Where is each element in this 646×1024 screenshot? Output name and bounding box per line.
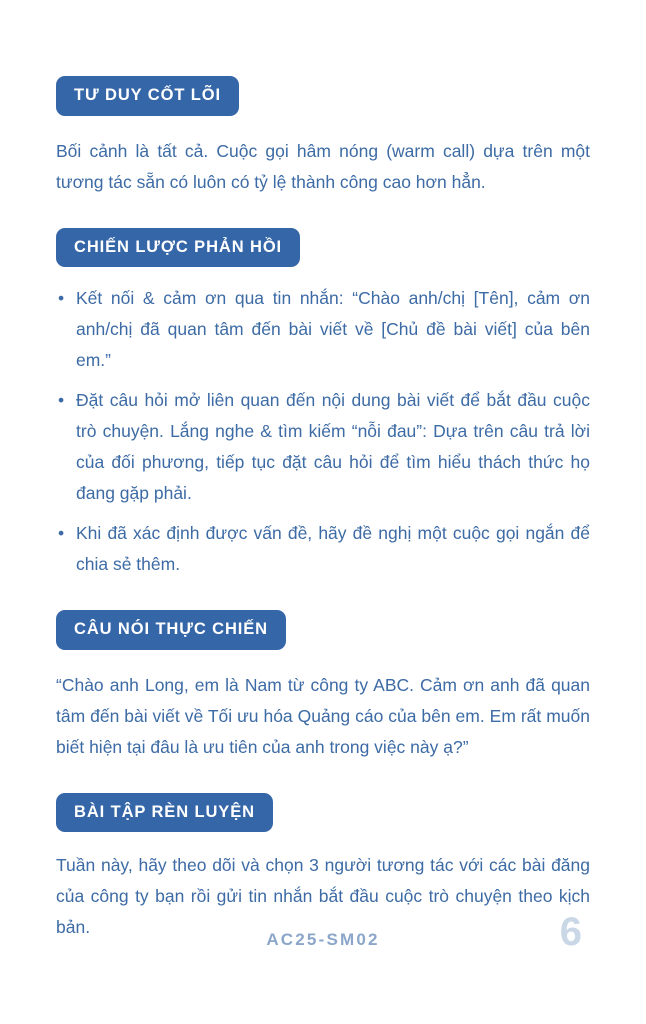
page-footer [0,912,646,972]
list-item: • Khi đã xác định được vấn đề, hãy đề nghị một cuộc gọi ngắn để chia sẻ thêm. [56,518,590,580]
footer-document-code: AC25-SM02 [266,930,380,949]
list-item: • Kết nối & cảm ơn qua tin nhắn: “Chào anh/chị [Tên], cảm ơn anh/chị đã quan tâm đến bài viết về [Chủ đề bài viết] của bên em.” [56,283,590,376]
page-number: 6 [559,910,582,954]
section-badge-response-strategy: CHIẾN LƯỢC PHẢN HỒI [56,228,300,268]
section-response-strategy [56,228,590,581]
section-sample-script [56,610,590,763]
section-paragraph-practice-exercise: Tuần này, hãy theo dõi và chọn 3 người tương tác với các bài đăng của công ty bạn rồi gửi tin nhắn bắt đầu cuộc trò chuyện theo kịch bản. [56,855,590,937]
section-badge-practice-exercise: BÀI TẬP RÈN LUYỆN [56,793,273,833]
section-badge-sample-script: CÂU NÓI THỰC CHIẾN [56,610,286,650]
list-item: • Đặt câu hỏi mở liên quan đến nội dung bài viết để bắt đầu cuộc trò chuyện. Lắng nghe & tìm kiếm “nỗi đau”: Dựa trên câu trả lời của đối phương, tiếp tục đặt câu hỏi để tìm hiểu thách thức họ đang gặp phải. [56,385,590,509]
response-strategy-list [56,283,590,580]
section-badge-core-mindset: TƯ DUY CỐT LÕI [56,76,239,116]
section-core-mindset [56,76,590,198]
section-paragraph-sample-script: “Chào anh Long, em là Nam từ công ty ABC. Cảm ơn anh đã quan tâm đến bài viết về Tối ưu hóa Quảng cáo của bên em. Em rất muốn biết hiện tại đâu là ưu tiên của anh trong việc này ạ?” [56,674,590,757]
section-paragraph-core-mindset: Bối cảnh là tất cả. Cuộc gọi hâm nóng (warm call) dựa trên một tương tác sẵn có luôn có tỷ lệ thành công cao hơn hẳn. [56,140,590,192]
